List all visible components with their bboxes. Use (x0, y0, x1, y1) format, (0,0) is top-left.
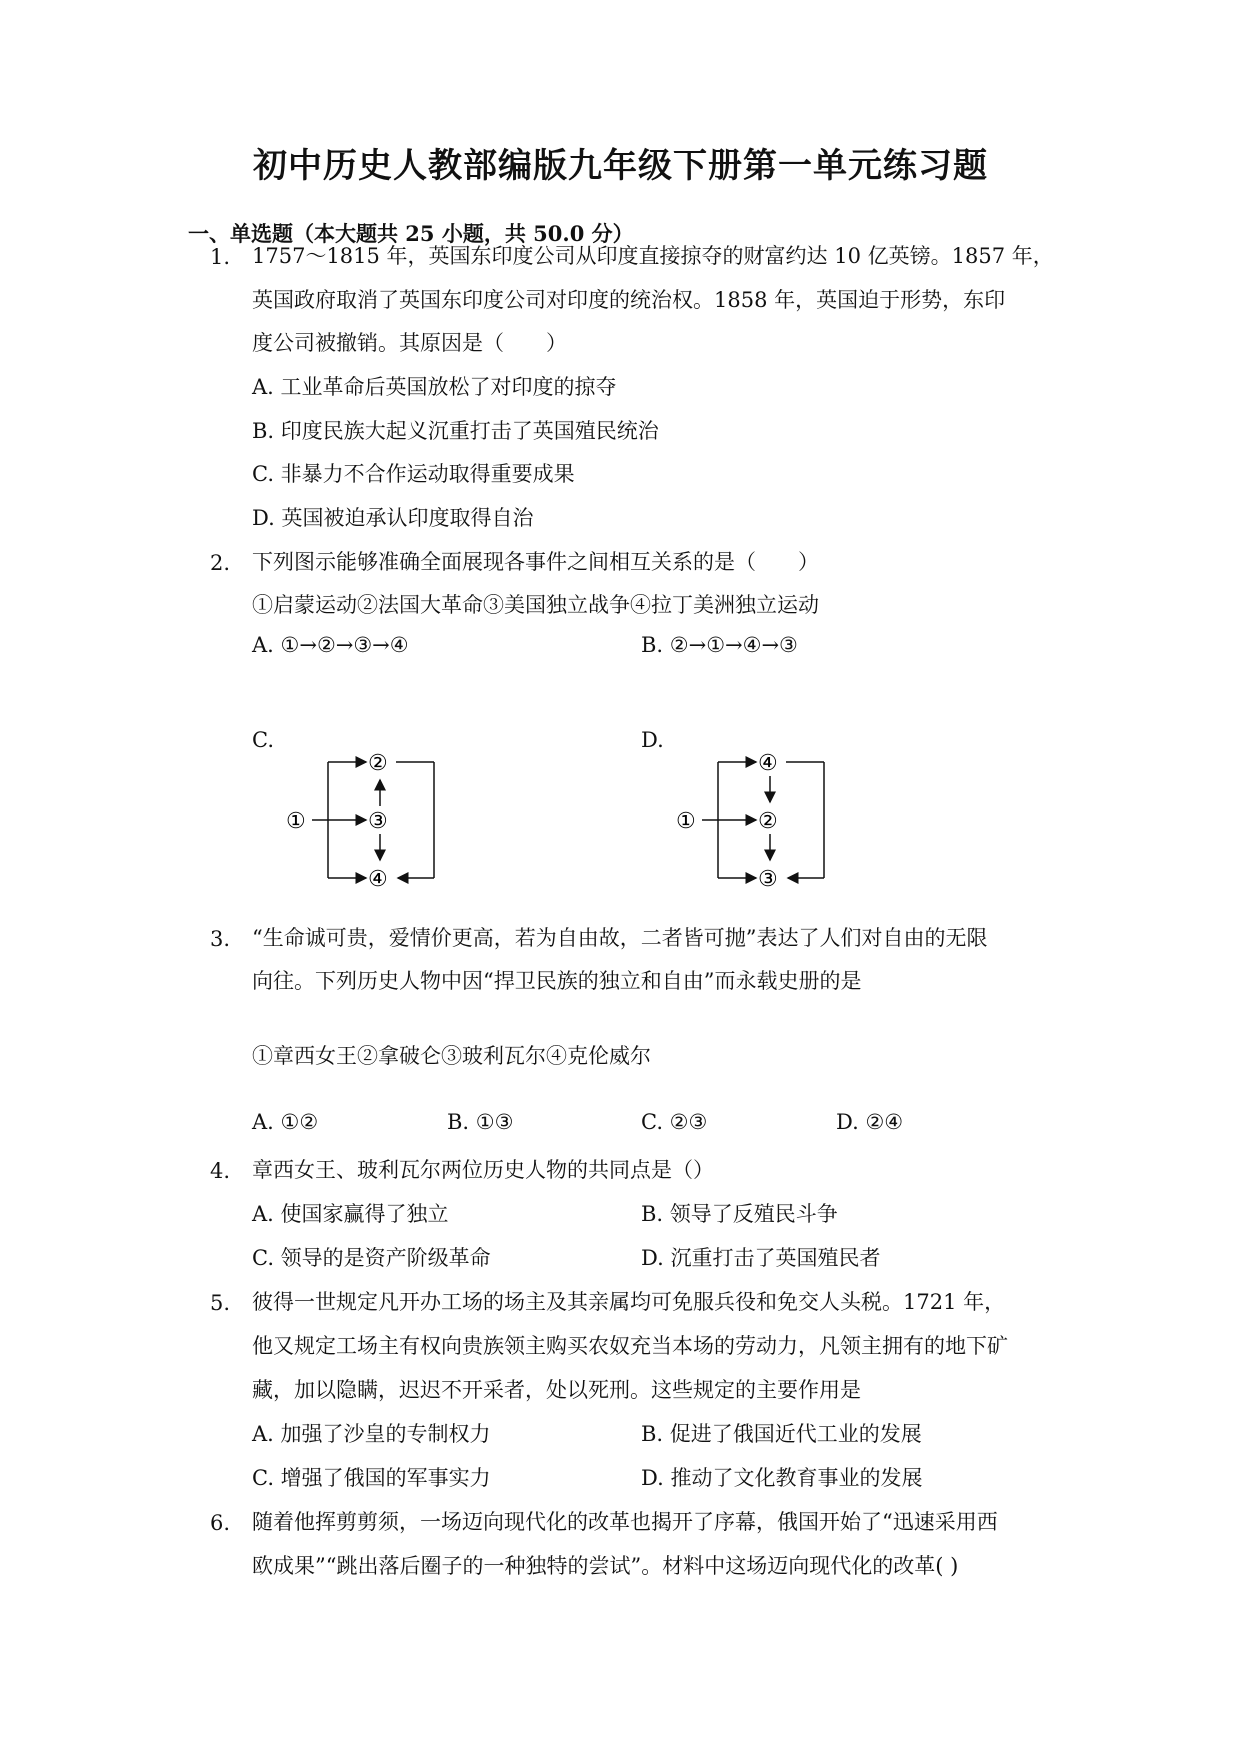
option-d[interactable]: D. (641, 728, 664, 752)
option-c[interactable]: C. 领导的是资产阶级革命 (252, 1246, 491, 1270)
question-text-line: 章西女王、玻利瓦尔两位历史人物的共同点是（） (252, 1158, 714, 1182)
option-a[interactable]: A. 加强了沙皇的专制权力 (252, 1422, 491, 1446)
diagram-node-bottom: ③ (758, 867, 778, 892)
question-text-line: 下列图示能够准确全面展现各事件之间相互关系的是（ ） (252, 550, 819, 574)
question-number: 5. (210, 1291, 231, 1315)
option-c[interactable]: C. (252, 728, 274, 752)
diagram-node-top: ② (368, 751, 388, 776)
option-a[interactable]: A. ①② (252, 1110, 319, 1134)
option-d[interactable]: D. 推动了文化教育事业的发展 (641, 1466, 923, 1490)
question-text-line: 彼得一世规定凡开办工场的场主及其亲属均可免服兵役和免交人头税。1721 年， (252, 1290, 1006, 1314)
question-text-line: 欧成果”“跳出落后圈子的一种独特的尝试”。材料中这场迈向现代化的改革( ) (252, 1554, 959, 1578)
option-d[interactable]: D. 沉重打击了英国殖民者 (641, 1246, 881, 1270)
option-b[interactable]: B. ②→①→④→③ (641, 633, 798, 657)
diagram-node-top: ④ (758, 751, 778, 776)
option-b[interactable]: B. 印度民族大起义沉重打击了英国殖民统治 (252, 419, 659, 443)
question-text-line: ①章西女王②拿破仑③玻利瓦尔④克伦威尔 (252, 1044, 651, 1068)
section-heading: 一、单选题（本大题共 25 小题，共 50.0 分） (188, 221, 634, 246)
diagram-option-c (280, 740, 460, 890)
question-number: 2. (210, 551, 231, 575)
option-c[interactable]: C. ②③ (641, 1110, 708, 1134)
option-b[interactable]: B. 促进了俄国近代工业的发展 (641, 1422, 922, 1446)
diagram-option-d (670, 740, 850, 890)
option-b[interactable]: B. 领导了反殖民斗争 (641, 1202, 838, 1226)
question-number: 3. (210, 927, 231, 951)
diagram-node-middle: ③ (368, 809, 388, 834)
option-c[interactable]: C. 增强了俄国的军事实力 (252, 1466, 491, 1490)
option-b[interactable]: B. ①③ (447, 1110, 514, 1134)
question-text-line: 他又规定工场主有权向贵族领主购买农奴充当本场的劳动力，凡领主拥有的地下矿 (252, 1334, 1008, 1358)
question-text-line: 藏，加以隐瞒，迟迟不开采者，处以死刑。这些规定的主要作用是 (252, 1378, 861, 1402)
question-text-line: 度公司被撤销。其原因是（ ） (252, 331, 567, 355)
option-d[interactable]: D. ②④ (836, 1110, 904, 1134)
question-text-line: 向往。下列历史人物中因“捍卫民族的独立和自由”而永载史册的是 (252, 969, 862, 993)
question-number: 6. (210, 1511, 231, 1535)
option-d[interactable]: D. 英国被迫承认印度取得自治 (252, 506, 534, 530)
diagram-node-start: ① (286, 809, 306, 834)
option-a[interactable]: A. 使国家赢得了独立 (252, 1202, 449, 1226)
option-c[interactable]: C. 非暴力不合作运动取得重要成果 (252, 462, 575, 486)
question-number: 4. (210, 1159, 231, 1183)
question-number: 1. (210, 245, 231, 269)
question-text-line: 英国政府取消了英国东印度公司对印度的统治权。1858 年，英国迫于形势，东印 (252, 288, 1006, 312)
diagram-node-start: ① (676, 809, 696, 834)
question-text-line: 1757～1815 年，英国东印度公司从印度直接掠夺的财富约达 10 亿英镑。1857 年， (252, 244, 1054, 268)
question-text-line: ①启蒙运动②法国大革命③美国独立战争④拉丁美洲独立运动 (252, 593, 819, 617)
question-text-line: “生命诚可贵，爱情价更高，若为自由故，二者皆可抛”表达了人们对自由的无限 (252, 926, 988, 950)
diagram-node-bottom: ④ (368, 867, 388, 892)
diagram-node-middle: ② (758, 809, 778, 834)
option-a[interactable]: A. ①→②→③→④ (252, 633, 409, 657)
page-title: 初中历史人教部编版九年级下册第一单元练习题 (253, 146, 988, 186)
option-a[interactable]: A. 工业革命后英国放松了对印度的掠夺 (252, 375, 617, 399)
question-text-line: 随着他挥剪剪须，一场迈向现代化的改革也揭开了序幕，俄国开始了“迅速采用西 (252, 1510, 998, 1534)
